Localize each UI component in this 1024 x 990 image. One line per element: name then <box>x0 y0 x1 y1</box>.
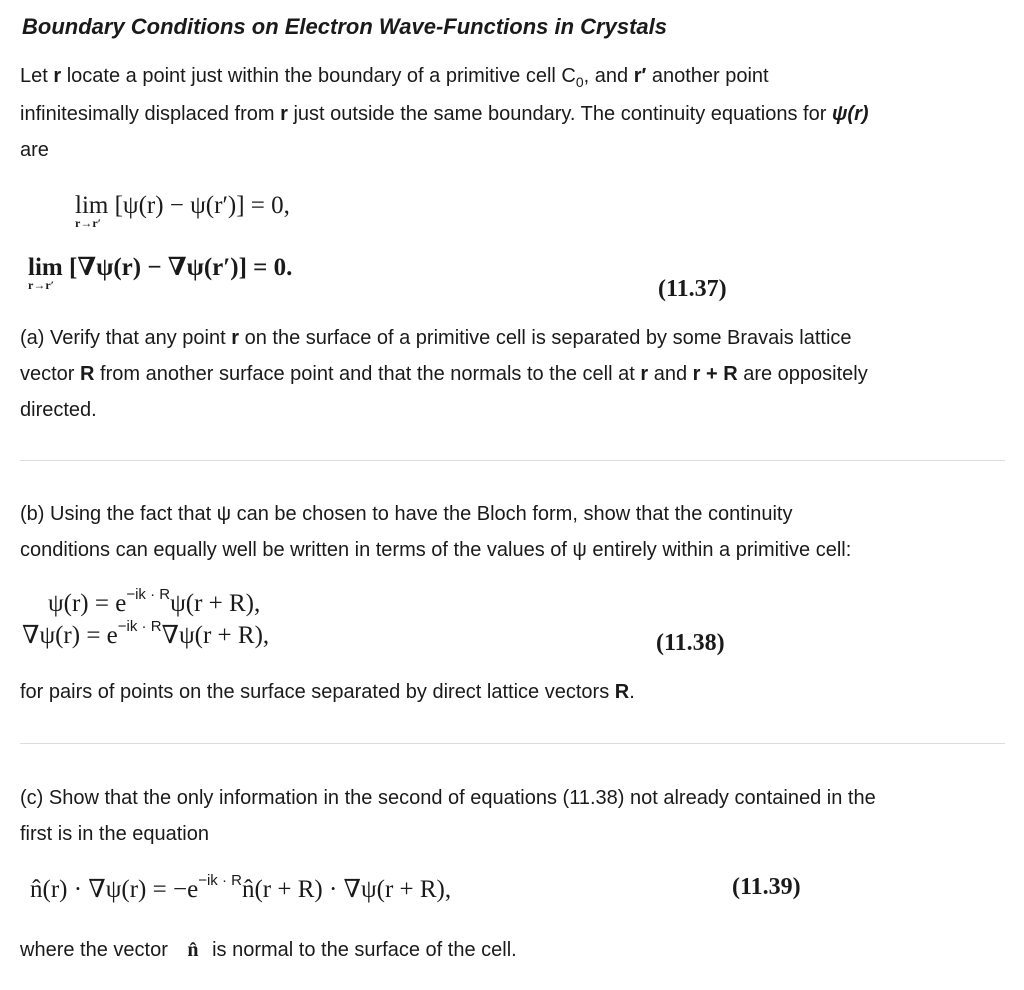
part-a-line-2: vector R from another surface point and that the normals to the cell at r and r + R are oppositely <box>20 363 868 385</box>
unit-normal-symbol: n̂ <box>187 939 199 961</box>
part-a-line-3: directed. <box>20 399 97 421</box>
equation-11-37-line-1: lim r→r′ [ψ(r) − ψ(r′)] = 0, <box>75 192 290 230</box>
part-c-after: where the vector n̂ is normal to the surface of the cell. <box>20 939 517 961</box>
part-a-line-1: (a) Verify that any point r on the surface of a primitive cell is separated by some Bravais lattice <box>20 327 852 349</box>
part-b-after: for pairs of points on the surface separated by direct lattice vectors R. <box>20 681 635 703</box>
section-divider <box>20 460 1005 461</box>
equation-11-39: n̂(r) · $\nabla\psi(r) = -e^{-ik \cdot R}n̂(r + R) \cdot \nabla\psi(r + R)$, <box>30 872 452 903</box>
intro-line-3: are <box>20 139 49 161</box>
limit-operator: lim r→r′ <box>75 192 109 230</box>
part-b-line-2: conditions can equally well be written in terms of the values of ψ entirely within a primitive cell: <box>20 539 852 561</box>
equation-11-38-line-2: $\nabla\psi(r) = e^{-ik \cdot R}\nabla\psi(r + R)$, <box>22 618 270 649</box>
equation-11-38-line-1: $\psi(r) = e^{-ik \cdot R}\psi(r + R)$, <box>48 586 261 617</box>
section-divider <box>20 743 1005 744</box>
equation-number-11-38: (11.38) <box>656 630 725 656</box>
equation-11-37-line-2: lim r→r′ [∇ψ(r) − ∇ψ(r′)] = 0. <box>28 254 293 292</box>
equation-number-11-37: (11.37) <box>658 276 727 302</box>
part-c-line-2: first is in the equation <box>20 823 209 845</box>
intro-line-1: Let r locate a point just within the boundary of a primitive cell $C_0$, and r′ another point <box>20 65 769 90</box>
equation-number-11-39: (11.39) <box>732 874 801 900</box>
limit-operator: lim r→r′ <box>28 254 63 292</box>
page-title: Boundary Conditions on Electron Wave-Functions in Crystals <box>22 14 667 39</box>
part-c-line-1: (c) Show that the only information in the second of equations (11.38) not already contained in the <box>20 787 876 809</box>
part-b-line-1: (b) Using the fact that ψ can be chosen to have the Bloch form, show that the continuity <box>20 503 793 525</box>
intro-line-2: infinitesimally displaced from r just outside the same boundary. The continuity equations for ψ(r) <box>20 103 869 125</box>
